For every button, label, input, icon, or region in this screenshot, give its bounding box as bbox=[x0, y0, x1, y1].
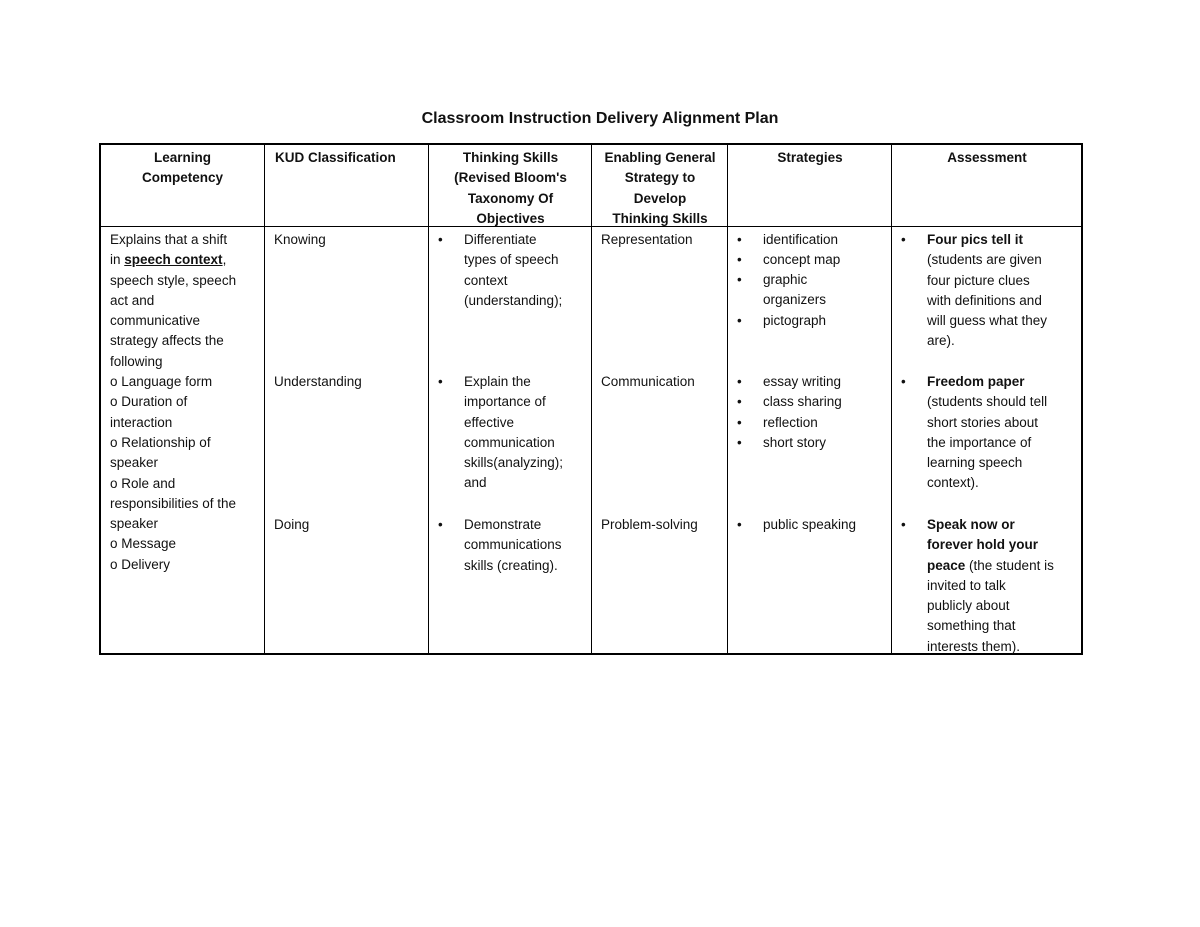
assessment-line: with definitions and bbox=[927, 292, 1042, 308]
alignment-plan-table bbox=[99, 143, 1083, 655]
assessment-line: publicly about bbox=[927, 598, 1010, 614]
competency-line: communicative bbox=[110, 313, 201, 329]
header-line: Objectives bbox=[476, 210, 545, 226]
column-divider bbox=[727, 145, 728, 653]
bullet-icon: • bbox=[438, 232, 443, 247]
bullet-icon: • bbox=[438, 374, 443, 389]
enabling-representation: Representation bbox=[601, 232, 693, 247]
bullet-icon: • bbox=[737, 313, 742, 328]
competency-line: o Relationship of bbox=[110, 434, 211, 450]
assessment-freedom-paper bbox=[927, 372, 1082, 494]
strategy-item: class sharing bbox=[763, 394, 842, 409]
strategy-line: organizers bbox=[763, 292, 827, 308]
header-thinking-skills bbox=[430, 148, 591, 229]
thinking-line: Demonstrate bbox=[464, 517, 542, 532]
strategy-item: essay writing bbox=[763, 374, 842, 389]
kud-understanding: Understanding bbox=[274, 374, 362, 389]
header-line: Learning bbox=[153, 150, 211, 165]
assessment-line: will guess what they bbox=[927, 313, 1048, 329]
thinking-line: communications bbox=[464, 537, 562, 553]
bullet-icon: • bbox=[737, 374, 742, 389]
competency-line: act and bbox=[110, 292, 155, 308]
kud-doing: Doing bbox=[274, 517, 310, 532]
thinking-line: skills (creating). bbox=[464, 557, 558, 573]
header-line: (Revised Bloom's bbox=[454, 170, 567, 186]
assessment-text: (the student is bbox=[965, 557, 1054, 573]
thinking-skill-knowing bbox=[464, 230, 589, 311]
bullet-icon: • bbox=[901, 374, 906, 389]
competency-line bbox=[110, 250, 260, 270]
assessment-title: Four pics tell it bbox=[927, 232, 1024, 247]
bullet-icon: • bbox=[737, 517, 742, 532]
bullet-icon: • bbox=[737, 252, 742, 267]
thinking-line: and bbox=[464, 475, 487, 491]
competency-line: o Delivery bbox=[110, 556, 171, 572]
header-assessment bbox=[893, 148, 1081, 168]
competency-line: speaker bbox=[110, 455, 159, 471]
assessment-line: learning speech bbox=[927, 455, 1023, 471]
competency-line: Explains that a shift bbox=[110, 232, 228, 247]
thinking-line: (understanding); bbox=[464, 292, 563, 308]
competency-line: interaction bbox=[110, 414, 173, 430]
bullet-icon: • bbox=[438, 517, 443, 532]
assessment-line: (students are given bbox=[927, 252, 1042, 268]
enabling-problem-solving: Problem-solving bbox=[601, 517, 698, 532]
speech-context-term: speech context bbox=[124, 252, 223, 268]
header-line: Thinking Skills bbox=[612, 210, 708, 226]
competency-line: o Message bbox=[110, 536, 177, 552]
thinking-line: effective bbox=[464, 414, 515, 430]
bullet-icon: • bbox=[901, 232, 906, 247]
strategy-item: reflection bbox=[763, 415, 818, 430]
thinking-line: importance of bbox=[464, 394, 546, 410]
assessment-line: four picture clues bbox=[927, 272, 1030, 288]
column-divider bbox=[264, 145, 265, 653]
header-line: Strategies bbox=[777, 150, 843, 165]
thinking-line: context bbox=[464, 272, 508, 288]
assessment-line: something that bbox=[927, 618, 1016, 634]
assessment-title: Speak now or bbox=[927, 517, 1015, 532]
header-strategies bbox=[729, 148, 891, 168]
strategy-item bbox=[763, 270, 826, 311]
strategy-line: graphic bbox=[763, 272, 808, 287]
page-title: Classroom Instruction Delivery Alignment Plan bbox=[421, 110, 779, 127]
assessment-title: Freedom paper bbox=[927, 374, 1025, 389]
bullet-icon: • bbox=[737, 394, 742, 409]
competency-text: , bbox=[222, 252, 227, 268]
header-line: KUD Classification bbox=[275, 150, 396, 165]
bullet-icon: • bbox=[737, 435, 742, 450]
header-line: Competency bbox=[141, 170, 224, 186]
strategy-item: identification bbox=[763, 232, 839, 247]
thinking-line: skills(analyzing); bbox=[464, 455, 564, 471]
enabling-communication: Communication bbox=[601, 374, 695, 389]
header-learning-competency bbox=[101, 148, 264, 189]
competency-line: speech style, speech bbox=[110, 272, 237, 288]
thinking-line: communication bbox=[464, 434, 555, 450]
thinking-line: Differentiate bbox=[464, 232, 537, 247]
thinking-skill-doing bbox=[464, 515, 589, 576]
competency-line: following bbox=[110, 353, 163, 369]
assessment-line: (students should tell bbox=[927, 394, 1048, 410]
bullet-icon: • bbox=[737, 232, 742, 247]
strategy-item: pictograph bbox=[763, 313, 827, 328]
bullet-icon: • bbox=[901, 517, 906, 532]
thinking-skill-understanding bbox=[464, 372, 589, 494]
header-divider bbox=[101, 226, 1081, 227]
competency-line: o Language form bbox=[110, 374, 213, 390]
header-enabling-strategy bbox=[593, 148, 727, 229]
strategy-item: concept map bbox=[763, 252, 841, 267]
header-kud-classification bbox=[266, 148, 419, 168]
competency-line: o Duration of bbox=[110, 394, 188, 410]
header-line: Taxonomy Of bbox=[467, 190, 554, 206]
header-line: Develop bbox=[633, 190, 687, 206]
strategy-item: public speaking bbox=[763, 517, 857, 532]
column-divider bbox=[891, 145, 892, 653]
assessment-line: short stories about bbox=[927, 414, 1039, 430]
strategy-item: short story bbox=[763, 435, 827, 450]
assessment-title: peace bbox=[927, 557, 966, 573]
assessment-line: context). bbox=[927, 475, 979, 491]
competency-line: responsibilities of the bbox=[110, 495, 237, 511]
assessment-title: forever hold your bbox=[927, 537, 1039, 553]
assessment-speak-now bbox=[927, 515, 1082, 657]
bullet-icon: • bbox=[737, 415, 742, 430]
column-divider bbox=[428, 145, 429, 653]
header-line: Strategy to bbox=[624, 170, 696, 186]
bullet-icon: • bbox=[737, 272, 742, 287]
competency-line: strategy affects the bbox=[110, 333, 224, 349]
header-line: Assessment bbox=[947, 150, 1027, 165]
column-divider bbox=[591, 145, 592, 653]
assessment-line: are). bbox=[927, 333, 955, 349]
thinking-line: types of speech bbox=[464, 252, 559, 268]
assessment-line: interests them). bbox=[927, 638, 1021, 654]
kud-knowing: Knowing bbox=[274, 232, 326, 247]
assessment-four-pics bbox=[927, 230, 1082, 352]
assessment-line bbox=[927, 556, 1082, 576]
assessment-line: invited to talk bbox=[927, 577, 1006, 593]
header-line: Thinking Skills bbox=[462, 150, 559, 165]
competency-line: o Role and bbox=[110, 475, 176, 491]
assessment-line: the importance of bbox=[927, 434, 1032, 450]
competency-cell bbox=[110, 230, 260, 575]
thinking-line: Explain the bbox=[464, 374, 531, 389]
competency-line: speaker bbox=[110, 516, 159, 532]
header-line: Enabling General bbox=[604, 150, 716, 165]
competency-text: in bbox=[110, 252, 125, 268]
